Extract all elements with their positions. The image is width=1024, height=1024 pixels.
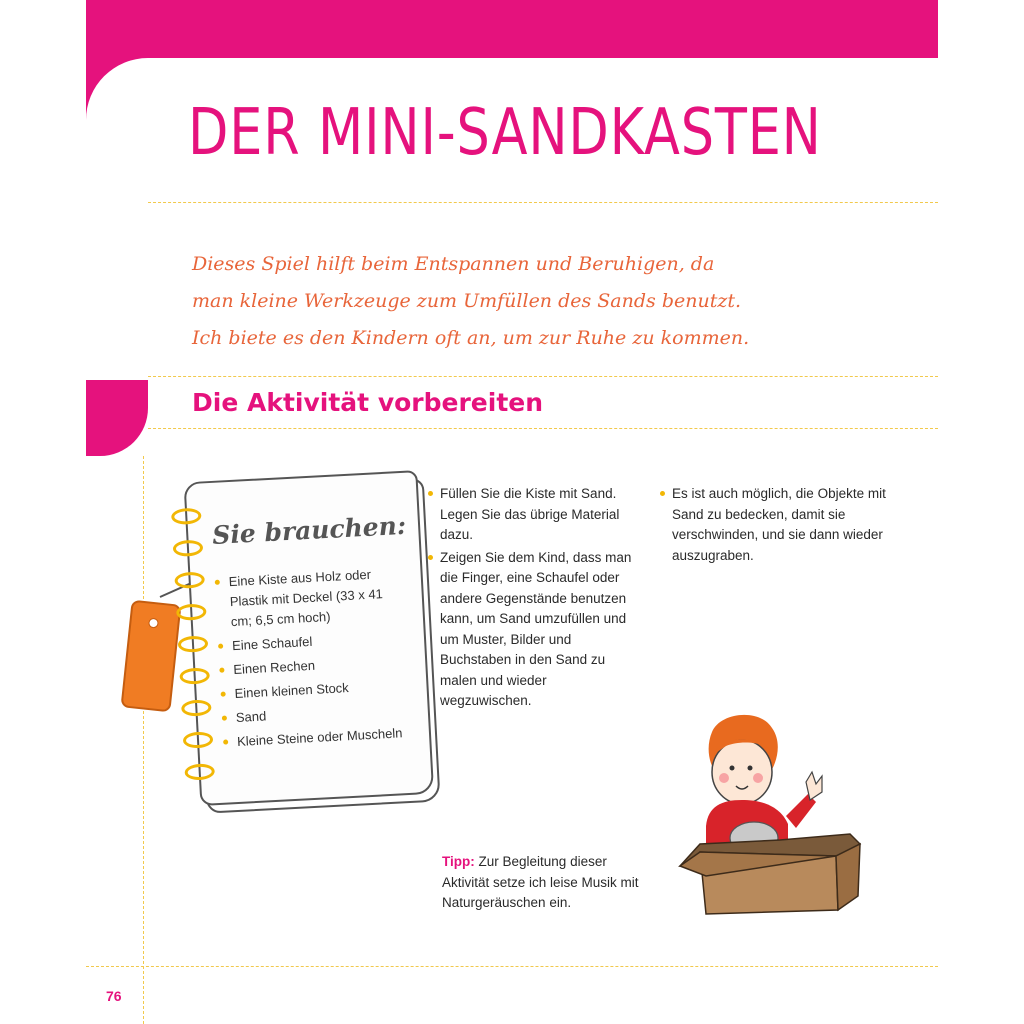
list-item: Einen Rechen (219, 651, 400, 680)
materials-list (214, 563, 403, 756)
list-item: Sand (221, 699, 402, 728)
list-item: Eine Kiste aus Holz oder Plastik mit Deckel (33 x 41 cm; 6,5 cm hoch) (214, 563, 397, 632)
margin-line (143, 456, 144, 1024)
notebook-heading: Sie brauchen: (211, 510, 407, 550)
list-item: Es ist auch möglich, die Objekte mit Sand zu bedecken, damit sie verschwinden, und sie dann wieder auszugraben. (660, 484, 886, 566)
tag-hole (148, 618, 159, 629)
instructions-column-2 (660, 484, 886, 568)
divider-line (148, 428, 938, 429)
list-item: Füllen Sie die Kiste mit Sand. Legen Sie das übrige Material dazu. (428, 484, 636, 546)
section-title: Die Aktivität vorbereiten (192, 388, 544, 417)
spiral-notebook-icon (184, 470, 437, 812)
divider-line (86, 966, 938, 967)
list-item: Einen kleinen Stock (220, 675, 401, 704)
tip-label: Tipp: (442, 854, 475, 869)
intro-text: Dieses Spiel hilft beim Entspannen und Beruhigen, da man kleine Werkzeuge zum Umfüllen des Sands benutzt. Ich biete es den Kindern oft an, um zur Ruhe zu kommen. (192, 253, 750, 349)
tip-box (442, 852, 652, 914)
divider-line (148, 202, 938, 203)
list-item: Zeigen Sie dem Kind, dass man die Finger, eine Schaufel oder andere Gegenstände benutzen kann, um Sand umzufüllen und um Muster, Bilder und Buchstaben in den Sand zu malen und wieder wegzuwischen. (428, 548, 636, 712)
page-number: 76 (106, 988, 122, 1004)
header-band (86, 0, 938, 58)
tip-text: Zur Begleitung dieser Aktivität setze ich leise Musik mit Naturgeräuschen ein. (442, 854, 639, 910)
list-item: Eine Schaufel (218, 627, 399, 656)
instructions-column-1 (428, 484, 636, 714)
list-item: Kleine Steine oder Muscheln (223, 723, 404, 752)
divider-line (148, 376, 938, 377)
child-in-box-icon (660, 706, 870, 920)
page-title: DER MINI-SANDKASTEN (188, 96, 822, 170)
